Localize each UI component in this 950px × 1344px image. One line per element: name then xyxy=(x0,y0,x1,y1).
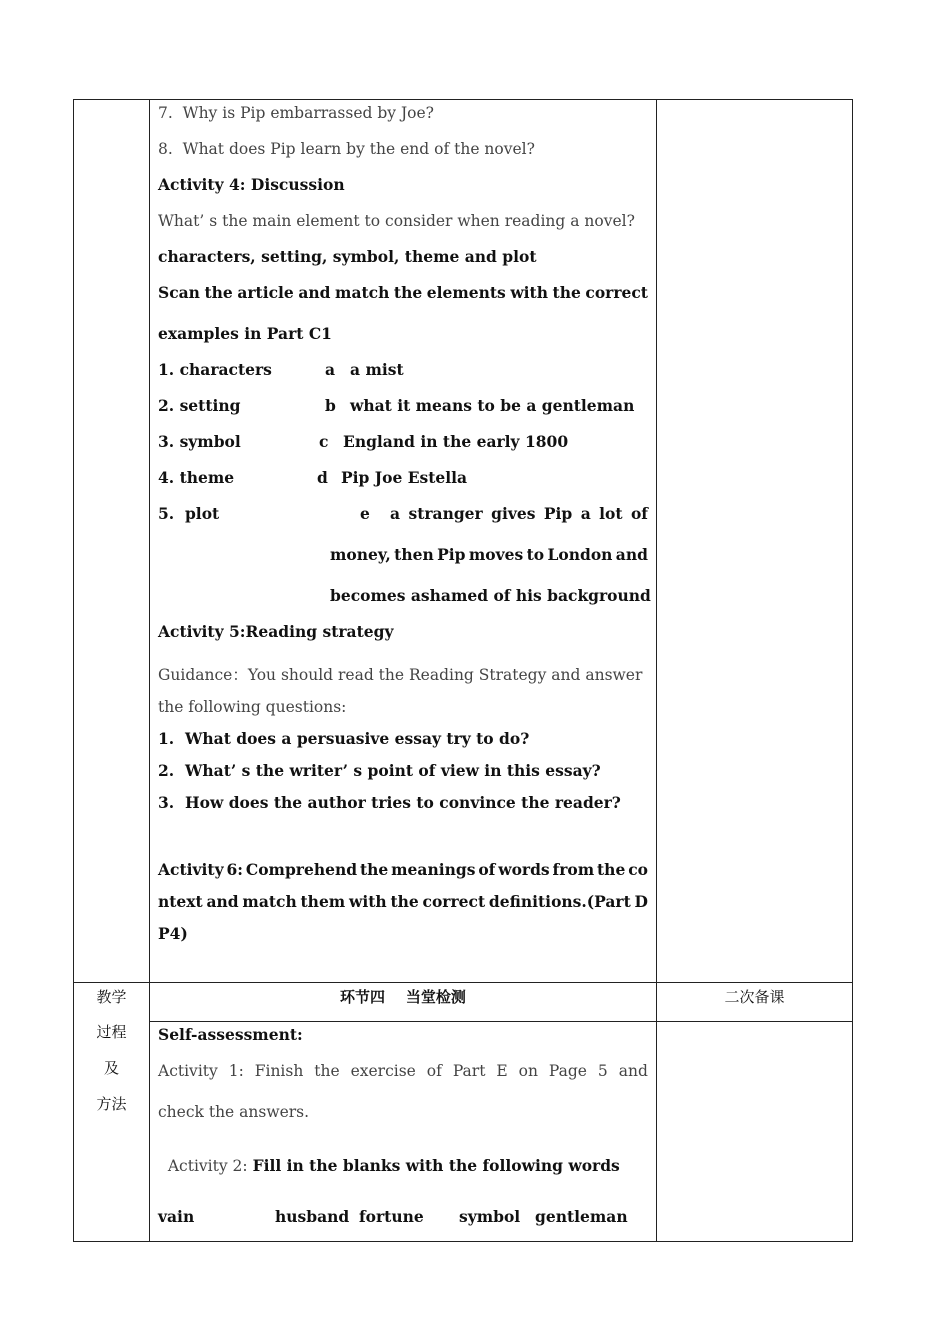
word-gentleman: gentleman xyxy=(535,1207,628,1226)
match-answer-c: England in the early 1800 xyxy=(343,432,569,451)
activity-2-line xyxy=(158,1139,620,1175)
activity-5-heading: Activity 5:Reading strategy xyxy=(158,622,394,641)
match-letter-e: e xyxy=(360,504,370,523)
strategy-question-3: 3. How does the author tries to convince the reader? xyxy=(158,793,621,812)
table-border-top xyxy=(73,99,853,100)
column-divider-1 xyxy=(149,99,150,1242)
match-answer-e-line3: becomes ashamed of his background xyxy=(330,586,651,605)
activity-1-line1: Activity 1: Finish the exercise of Part E on Page 5 and xyxy=(158,1062,648,1080)
question-7: 7. Why is Pip embarrassed by Joe? xyxy=(158,104,434,122)
activity-2-text: Fill in the blanks with the following words xyxy=(252,1156,620,1175)
match-item-5: 5. plot xyxy=(158,504,220,523)
row-divider-2 xyxy=(149,1021,853,1022)
activity-6-line2: ntext and match them with the correct definitions.(Part D xyxy=(158,892,648,911)
match-answer-a: a mist xyxy=(350,360,404,379)
table-border-right xyxy=(852,99,853,1242)
match-answer-e-line1: a stranger gives Pip a lot of xyxy=(390,504,648,523)
match-letter-c: c xyxy=(319,432,329,451)
match-item-2: 2. setting xyxy=(158,396,241,415)
match-answer-b: what it means to be a gentleman xyxy=(350,396,635,415)
match-answer-e-line2: money, then Pip moves to London and xyxy=(330,545,648,564)
match-answer-d: Pip Joe Estella xyxy=(341,468,468,487)
scan-instruction-line2: examples in Part C1 xyxy=(158,324,332,343)
match-letter-b: b xyxy=(325,396,336,415)
word-fortune: fortune xyxy=(359,1207,424,1226)
column-divider-2 xyxy=(656,99,657,1242)
method-label-1: 教学 xyxy=(96,988,127,1006)
method-label-3: 及 xyxy=(103,1059,119,1077)
match-item-3: 3. symbol xyxy=(158,432,241,451)
word-vain: vain xyxy=(158,1207,195,1226)
guidance-line2: the following questions: xyxy=(158,698,347,716)
activity-6-line3: P4) xyxy=(158,924,188,943)
strategy-question-2: 2. What’ s the writer’ s point of view in this essay? xyxy=(158,761,601,780)
activity-4-heading: Activity 4: Discussion xyxy=(158,175,345,194)
match-letter-a: a xyxy=(325,360,336,379)
table-border-bottom xyxy=(73,1241,853,1242)
word-husband: husband xyxy=(275,1207,350,1226)
activity-1-line2: check the answers. xyxy=(158,1103,310,1121)
question-8: 8. What does Pip learn by the end of the novel? xyxy=(158,140,535,158)
activity-2-prefix: Activity 2: xyxy=(167,1157,253,1175)
novel-elements: characters, setting, symbol, theme and plot xyxy=(158,247,537,266)
method-label-4: 方法 xyxy=(96,1095,127,1113)
discussion-question: What’ s the main element to consider when reading a novel? xyxy=(158,212,635,230)
match-item-1: 1. characters xyxy=(158,360,272,379)
strategy-question-1: 1. What does a persuasive essay try to do? xyxy=(158,729,530,748)
method-label-2: 过程 xyxy=(96,1023,127,1041)
row-divider-1 xyxy=(73,982,853,983)
match-letter-d: d xyxy=(317,468,328,487)
second-preparation-header: 二次备课 xyxy=(724,988,785,1006)
self-assessment-heading: Self-assessment: xyxy=(158,1025,303,1044)
match-item-4: 4. theme xyxy=(158,468,235,487)
guidance-line1: Guidance：You should read the Reading Strategy and answer xyxy=(158,666,643,684)
word-symbol: symbol xyxy=(459,1207,521,1226)
scan-instruction-line1: Scan the article and match the elements with the correct xyxy=(158,283,648,302)
activity-6-line1: Activity 6: Comprehend the meanings of words from the co xyxy=(158,860,648,879)
section-title: 环节四 当堂检测 xyxy=(340,988,466,1006)
